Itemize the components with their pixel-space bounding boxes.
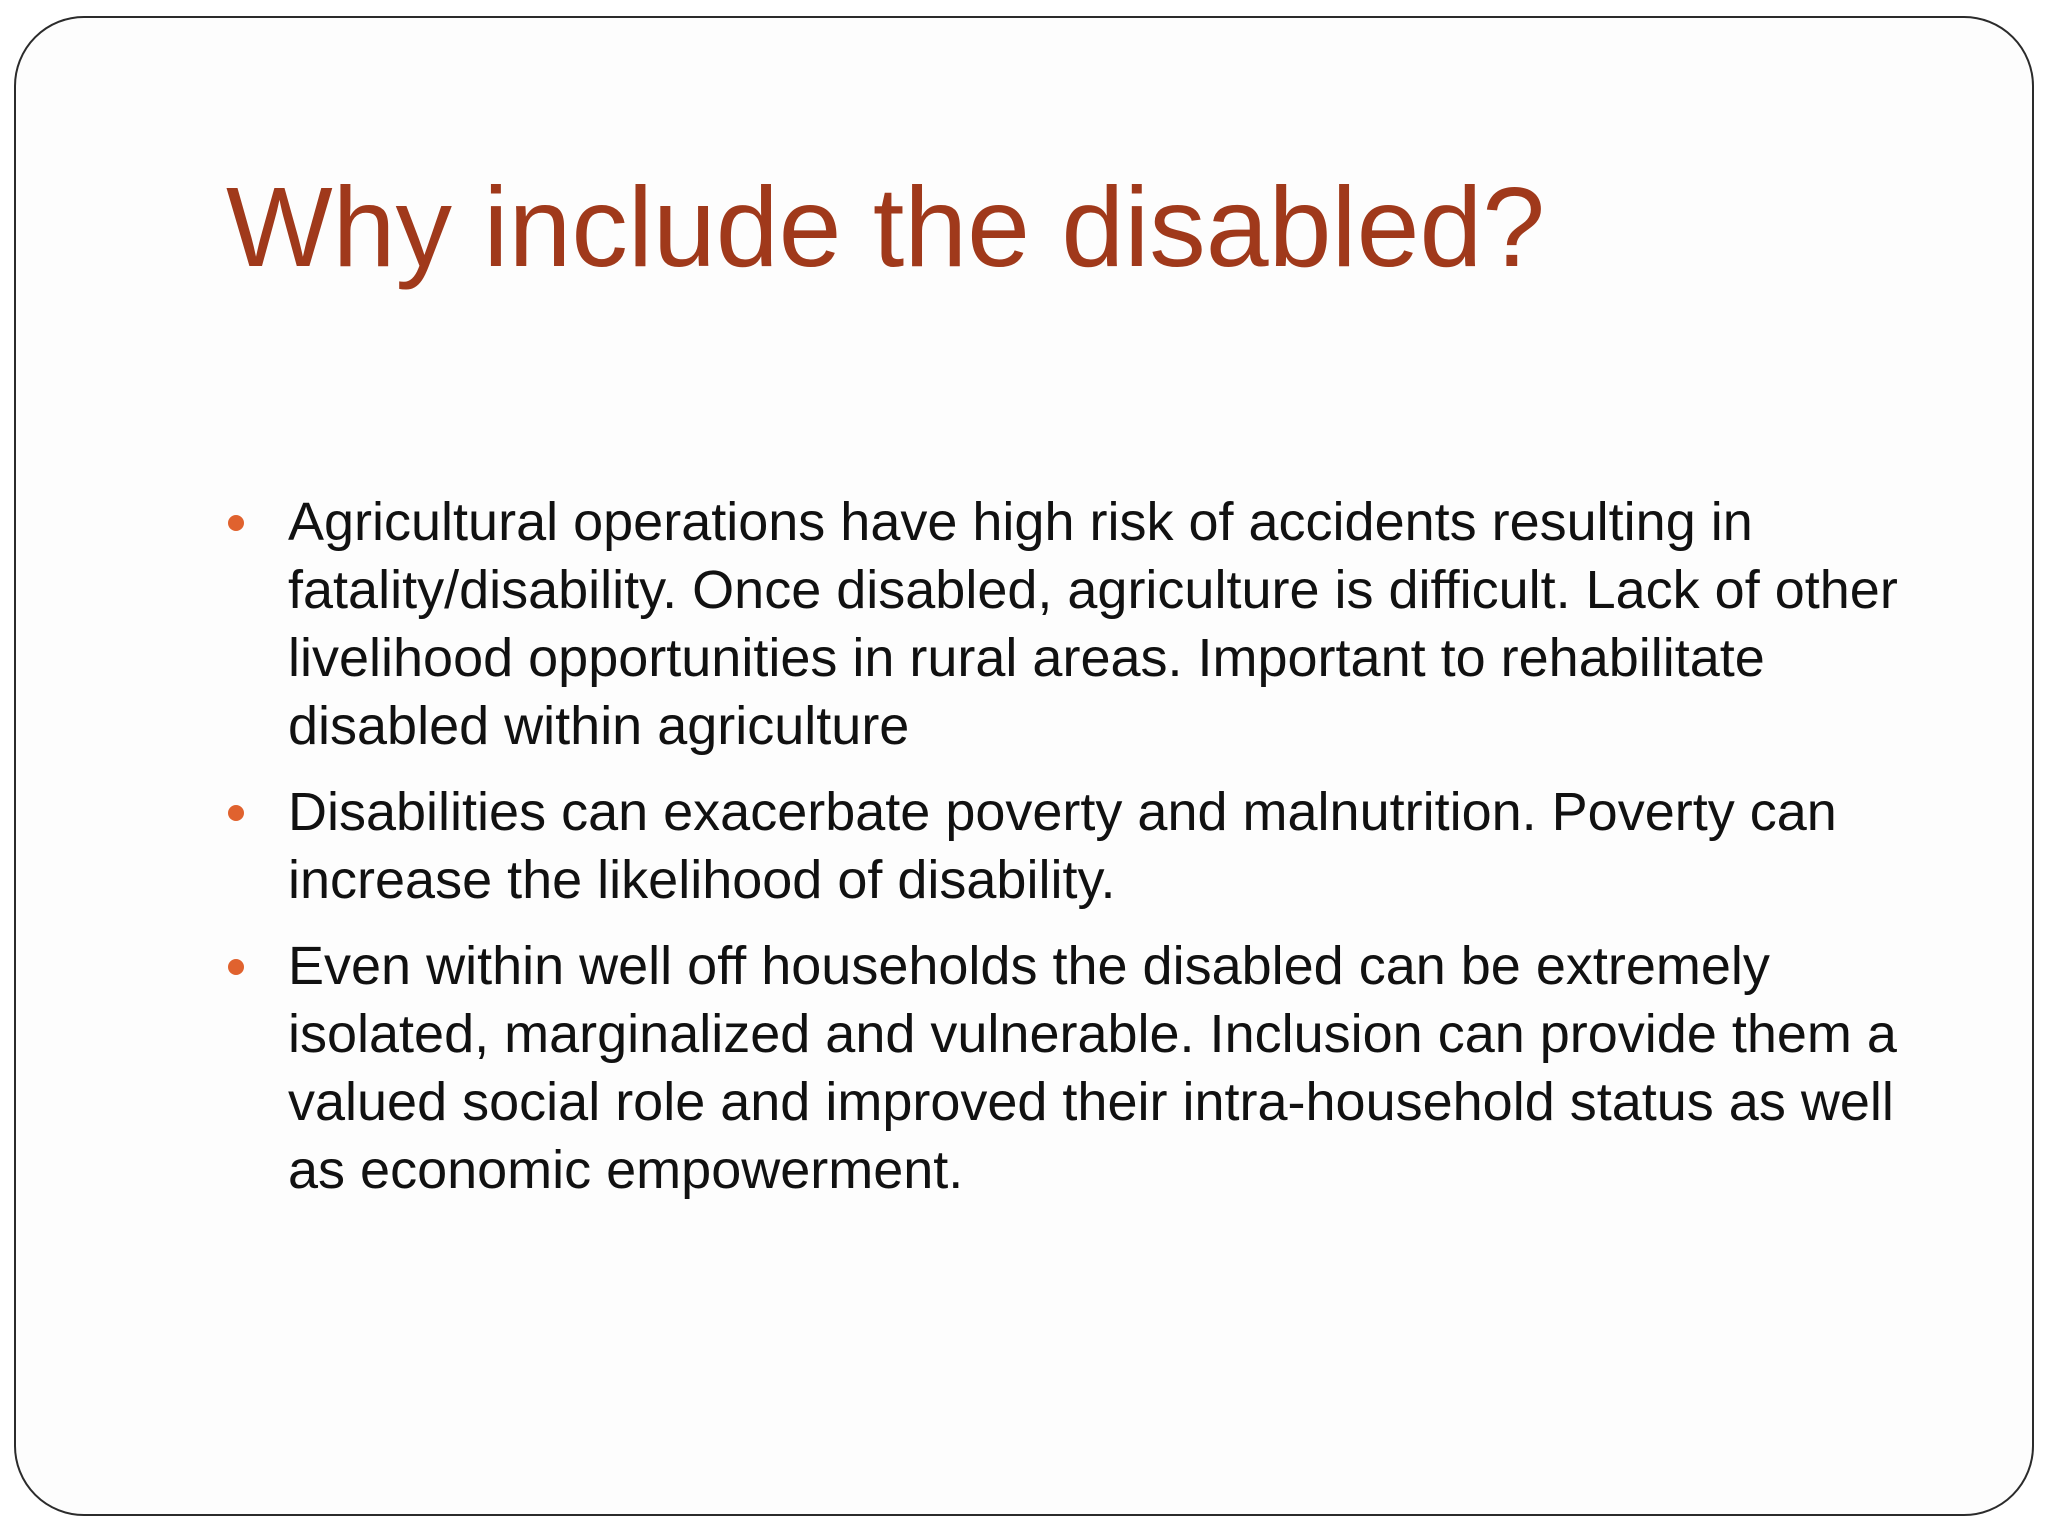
list-item [226,778,1946,914]
bullet-text: Disabilities can exacerbate poverty and malnutrition. Poverty can increase the likelihood of disability. [288,782,1837,910]
bullet-text: Even within well off households the disabled can be extremely isolated, marginalized and vulnerable. Inclusion can provide them a valued social role and improved their intra-household status as well as economic empowerment. [288,936,1897,1200]
slide-title: Why include the disabled? [226,164,1546,290]
bullet-list [226,488,1946,1222]
bullet-dot-icon [228,805,244,821]
bullet-text: Agricultural operations have high risk of accidents resulting in fatality/disability. Once disabled, agriculture is difficult. Lack of other livelihood opportunities in rural areas. Important to rehabilitate disabled within agriculture [288,492,1898,756]
bullet-dot-icon [228,515,244,531]
list-item [226,932,1946,1204]
list-item [226,488,1946,760]
bullet-dot-icon [228,959,244,975]
